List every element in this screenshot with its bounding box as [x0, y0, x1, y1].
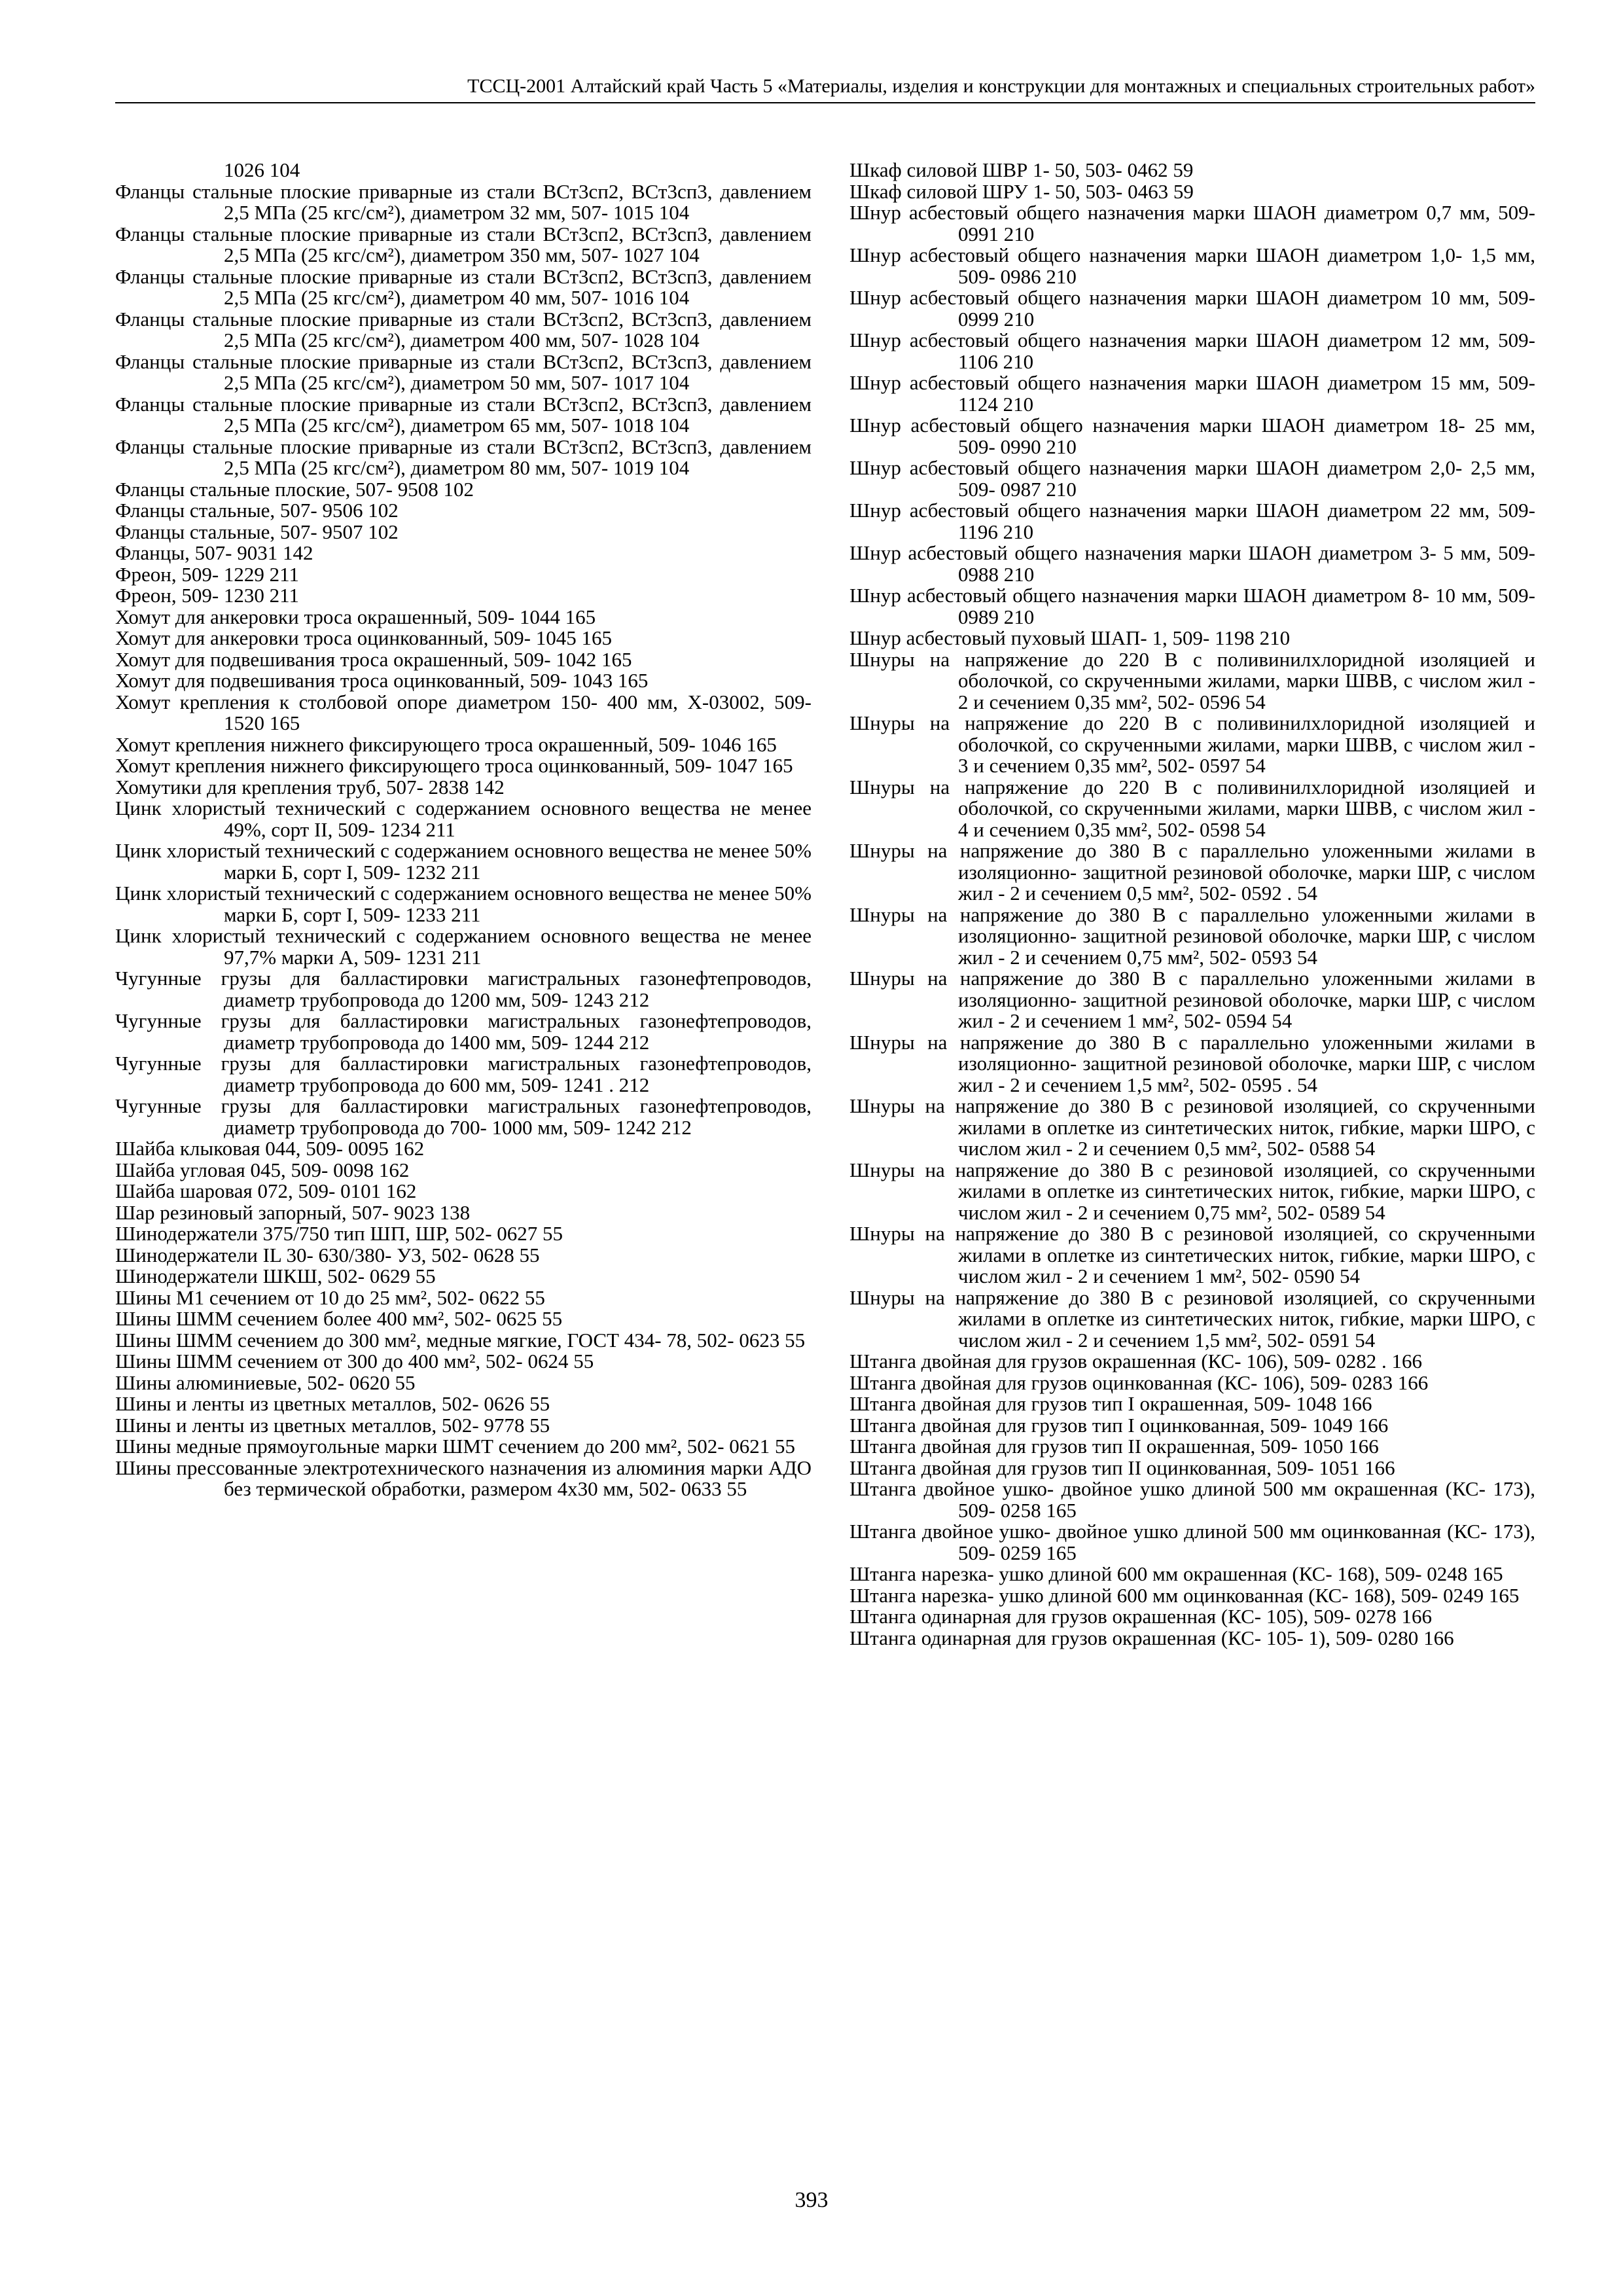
index-entry-text: Цинк хлористый технический с содержанием основного вещества не менее 50% марки Б, сорт I, 509- 1233	[115, 882, 812, 926]
index-entry-page: 59	[1173, 158, 1194, 181]
index-entry-page: 165	[269, 711, 300, 734]
index-entry-text: Шкаф силовой ШВР 1- 50, 503- 0462	[849, 158, 1168, 181]
index-entry-page: 212	[618, 1030, 650, 1054]
index-entry	[115, 1053, 812, 1096]
index-entry-text: Штанга двойная для грузов тип I оцинкованная, 509- 1049	[849, 1413, 1353, 1437]
index-entry-page: 102	[368, 520, 399, 543]
index-entry-text: Штанга одинарная для грузов окрашенная (КС- 105), 509- 0278	[849, 1605, 1397, 1628]
index-entry-page: 210	[1003, 307, 1035, 331]
index-entry-page: 54	[1245, 690, 1266, 713]
index-entry-page: 138	[439, 1200, 471, 1224]
index-entry	[115, 968, 812, 1011]
index-entry-page: 102	[443, 477, 474, 501]
index-entry-page: 55	[529, 1413, 550, 1437]
index-entry-text: Шины алюминиевые, 502- 0620	[115, 1371, 390, 1394]
index-entry-page: 104	[658, 286, 690, 309]
index-entry-text: Шнуры на напряжение до 380 В с резиновой изоляцией, со скрученными жилами в оплетке из синтетических ниток, гибкие, марки ШРО, с числом жил - 2 и сечением 1 мм², 502- 0590	[849, 1222, 1535, 1287]
index-entry	[115, 1330, 812, 1352]
index-entry	[115, 543, 812, 564]
index-entry-page: 165	[746, 732, 777, 756]
index-entry-text: Штанга двойная для грузов тип I окрашенная, 509- 1048	[849, 1392, 1337, 1415]
index-entry-page: 165	[1046, 1541, 1077, 1564]
index-entry	[115, 160, 812, 181]
index-entry-page: 211	[269, 584, 300, 607]
index-entry-text: Штанга нарезка- ушко длиной 600 мм оцинкованная (КС- 168), 509- 0249	[849, 1583, 1484, 1607]
index-entry	[849, 905, 1535, 969]
index-entry-text: Шайба угловая 045, 509- 0098	[115, 1158, 374, 1181]
index-entry-page: 54	[1297, 1073, 1318, 1096]
index-entry-page: 165	[762, 754, 793, 777]
index-entry	[849, 968, 1535, 1032]
index-entry-page: 166	[1423, 1626, 1454, 1649]
index-entry-page: 104	[669, 243, 700, 266]
index-entry-page: 162	[393, 1137, 425, 1160]
index-entry-page: 166	[1401, 1605, 1432, 1628]
index-entry-page: 210	[1046, 435, 1077, 458]
index-entry	[115, 224, 812, 266]
index-entry-text: Шнуры на напряжение до 380 В с параллельно уложенными жилами в изоляционно- защитной резиновой оболочке, марки ШР, с числом жил - 2 и сечением 0,5 мм², 502- 0592 .	[849, 839, 1535, 905]
index-entry-page: 165	[1472, 1562, 1503, 1585]
index-entry-text: Хомут крепления к столбовой опоре диаметром 150- 400 мм, Х-03002, 509- 1520	[115, 690, 812, 734]
index-entry	[115, 734, 812, 756]
index-entry-text: Шнур асбестовый общего назначения марки ШАОН диаметром 3- 5 мм, 509- 0988	[849, 541, 1535, 586]
index-entry-page: 210	[1003, 605, 1035, 628]
index-entry	[115, 522, 812, 543]
index-entry	[115, 1138, 812, 1160]
index-entry-page: 142	[283, 541, 313, 564]
index-entry-text: Хомут для подвешивания троса окрашенный, 509- 1042	[115, 647, 597, 671]
index-entry-page: 54	[1272, 1009, 1293, 1032]
index-column-left	[115, 160, 812, 1500]
index-entry-page: 54	[1245, 754, 1266, 777]
index-entry	[115, 500, 812, 522]
index-entry-text: Фланцы стальные плоские приварные из стали ВСт3сп2, ВСт3сп3, давлением 2,5 МПа (25 кгс/см²), диаметром 65 мм, 507- 1018	[115, 392, 812, 437]
index-entry-page: 55	[543, 1222, 563, 1245]
index-entry	[849, 1372, 1535, 1394]
index-entry-text: Штанга одинарная для грузов окрашенная (КС- 105- 1), 509- 0280	[849, 1626, 1419, 1649]
index-entry-text: Штанга нарезка- ушко длиной 600 мм окрашенная (КС- 168), 509- 0248	[849, 1562, 1468, 1585]
index-entry	[849, 585, 1535, 628]
index-entry-text: Шнур асбестовый общего назначения марки ШАОН диаметром 8- 10 мм, 509- 0989	[849, 584, 1535, 628]
index-entry-text: Хомут для анкеровки троса окрашенный, 509- 1044	[115, 605, 560, 628]
index-entry	[849, 202, 1535, 245]
index-entry-page: 165	[1046, 1498, 1077, 1522]
index-entry	[849, 713, 1535, 777]
index-entry-text: Шины прессованные электротехнического назначения из алюминия марки АДО без термической обработки, размером 4х30 мм, 502- 0633	[115, 1456, 812, 1500]
index-entry	[115, 1223, 812, 1245]
index-entry-text: Шинодержатели ШКШ, 502- 0629	[115, 1265, 410, 1287]
index-entry-text: Штанга двойная для грузов окрашенная (КС- 106), 509- 0282 .	[849, 1350, 1387, 1372]
index-entry-text: Шнур асбестовый общего назначения марки ШАОН диаметром 22 мм, 509- 1196	[849, 499, 1535, 543]
index-entry-page: 212	[618, 1073, 650, 1096]
index-entry-text: Шины ШММ сечением более 400 мм², 502- 0625	[115, 1307, 537, 1330]
index-entry-page: 55	[524, 1285, 545, 1309]
index-entry-page: 104	[658, 201, 690, 224]
index-entry-page: 55	[726, 1477, 747, 1500]
index-entry-page: 166	[1364, 1456, 1395, 1479]
index-entry-page: 212	[618, 988, 650, 1011]
index-entry-text: Шар резиновый запорный, 507- 9023	[115, 1200, 435, 1224]
index-entry	[115, 925, 812, 968]
index-entry	[115, 1351, 812, 1372]
index-entry-page: 211	[451, 903, 481, 926]
index-entry-text: Шнур асбестовый общего назначения марки ШАОН диаметром 15 мм, 509- 1124	[849, 371, 1535, 416]
index-entry	[849, 1606, 1535, 1628]
index-entry-text: Шнуры на напряжение до 380 В с резиновой изоляцией, со скрученными жилами в оплетке из синтетических ниток, гибкие, марки ШРО, с числом жил - 2 и сечением 0,5 мм², 502- 0588	[849, 1094, 1535, 1160]
index-entry	[115, 1436, 812, 1458]
index-entry-page: 55	[775, 1435, 796, 1458]
index-entry-page: 55	[542, 1307, 563, 1330]
index-entry-text: Шнур асбестовый общего назначения марки ШАОН диаметром 2,0- 2,5 мм, 509- 0987	[849, 456, 1535, 501]
index-entry	[849, 181, 1535, 203]
index-entry	[849, 1160, 1535, 1224]
index-entry-text: Чугунные грузы для балластировки магистральных газонефтепроводов, диаметр трубопровода до 700- 1000 мм, 509- 1242	[115, 1094, 812, 1139]
index-entry-text: Шнур асбестовый пуховый ШАП- 1, 509- 1198	[849, 626, 1255, 649]
index-entry	[849, 628, 1535, 649]
index-entry	[115, 1372, 812, 1394]
index-entry-page: 211	[425, 817, 455, 841]
index-entry	[115, 564, 812, 586]
index-entry-text: Фланцы стальные плоские приварные из стали ВСт3сп2, ВСт3сп3, давлением 2,5 МПа (25 кгс/см²), диаметром 400 мм, 507- 1028	[115, 307, 812, 351]
index-entry-text: Шинодержатели 375/750 тип ШП, ШР, 502- 0627	[115, 1222, 538, 1245]
index-entry-text: Шины и ленты из цветных металлов, 502- 9778	[115, 1413, 525, 1437]
index-entry-page: 55	[395, 1371, 416, 1394]
index-entry	[115, 1266, 812, 1287]
index-entry-page: 162	[385, 1179, 417, 1202]
index-entry-text: Шнур асбестовый общего назначения марки ШАОН диаметром 0,7 мм, 509- 0991	[849, 201, 1535, 245]
index-entry-page: 210	[1003, 392, 1034, 416]
index-entry	[849, 287, 1535, 330]
index-entry-page: 165	[1488, 1583, 1520, 1607]
index-entry-text: Шинодержатели IL 30- 630/380- У3, 502- 0628	[115, 1243, 514, 1266]
index-entry-page: 211	[452, 945, 482, 969]
index-entry	[849, 1436, 1535, 1458]
index-entry-text: Шайба клыковая 044, 509- 0095	[115, 1137, 389, 1160]
index-entry	[115, 1415, 812, 1437]
index-entry-text: 1026	[224, 158, 264, 181]
index-entry	[849, 1032, 1535, 1096]
index-entry	[849, 1479, 1535, 1521]
page-number: 393	[794, 2188, 829, 2212]
index-entry	[115, 351, 812, 394]
index-entry-text: Штанга двойная для грузов тип II оцинкованная, 509- 1051	[849, 1456, 1360, 1479]
index-entry	[115, 1458, 812, 1500]
index-entry-text: Фланцы стальные плоские приварные из стали ВСт3сп2, ВСт3сп3, давлением 2,5 МПа (25 кгс/см²), диаметром 80 мм, 507- 1019	[115, 435, 812, 479]
index-entry	[115, 798, 812, 840]
index-entry-page: 54	[1355, 1328, 1376, 1352]
index-entry-text: Фланцы стальные плоские приварные из стали ВСт3сп2, ВСт3сп3, давлением 2,5 МПа (25 кгс/см²), диаметром 50 мм, 507- 1017	[115, 350, 812, 394]
index-entry-page: 165	[581, 626, 612, 649]
index-entry	[849, 1096, 1535, 1160]
index-entry-page: 54	[1355, 1137, 1376, 1160]
index-entry-page: 55	[415, 1265, 436, 1287]
index-entry	[115, 670, 812, 692]
index-entry-page: 55	[529, 1392, 550, 1415]
index-entry	[849, 1458, 1535, 1479]
index-entry-text: Шнуры на напряжение до 380 В с резиновой изоляцией, со скрученными жилами в оплетке из синтетических ниток, гибкие, марки ШРО, с числом жил - 2 и сечением 1,5 мм², 502- 0591	[849, 1285, 1535, 1352]
index-entry-page: 165	[565, 605, 596, 628]
index-entry-text: Штанга двойная для грузов тип II окрашенная, 509- 1050	[849, 1435, 1344, 1458]
index-entry-text: Штанга двойное ушко- двойное ушко длиной 500 мм оцинкованная (КС- 173), 509- 0259	[849, 1520, 1535, 1564]
index-entry	[115, 840, 812, 883]
index-entry	[115, 1308, 812, 1330]
index-entry	[115, 777, 812, 798]
index-entry	[849, 1415, 1535, 1437]
index-entry	[849, 160, 1535, 181]
index-entry-text: Хомут крепления нижнего фиксирующего троса оцинкованный, 509- 1047	[115, 754, 758, 777]
index-entry	[115, 649, 812, 671]
index-entry-text: Шнур асбестовый общего назначения марки ШАОН диаметром 12 мм, 509- 1106	[849, 329, 1535, 373]
index-entry-page: 104	[658, 456, 690, 479]
index-entry-text: Шнуры на напряжение до 220 В с поливинилхлоридной изоляцией и оболочкой, со скрученными жилами, марки ШВВ, с числом жил - 2 и сечением 0,35 мм², 502- 0596	[849, 647, 1535, 713]
index-entry-text: Цинк хлористый технический с содержанием основного вещества не менее 97,7% марки А, 509- 1231	[115, 924, 812, 969]
index-entry	[115, 1011, 812, 1053]
index-entry-page: 210	[1003, 222, 1035, 245]
index-entry	[849, 415, 1535, 457]
index-entry-text: Фланцы стальные, 507- 9507	[115, 520, 363, 543]
index-entry	[115, 628, 812, 649]
index-entry-text: Шины медные прямоугольные марки ШМТ сечением до 200 мм², 502- 0621	[115, 1435, 770, 1458]
index-entry	[849, 777, 1535, 841]
index-entry-text: Шины и ленты из цветных металлов, 502- 0626	[115, 1392, 525, 1415]
index-entry-page: 55	[573, 1350, 594, 1372]
index-entry-text: Хомут для подвешивания троса оцинкованный, 509- 1043	[115, 669, 613, 692]
index-entry-page: 54	[1339, 1265, 1360, 1287]
index-entry-text: Шнуры на напряжение до 220 В с поливинилхлоридной изоляцией и оболочкой, со скрученными жилами, марки ШВВ, с числом жил - 3 и сечением 0,35 мм², 502- 0597	[849, 711, 1535, 777]
index-entry	[115, 266, 812, 309]
index-entry	[849, 245, 1535, 287]
index-entry	[115, 585, 812, 607]
index-entry	[115, 607, 812, 628]
index-entry-page: 210	[1046, 264, 1077, 288]
index-entry-text: Цинк хлористый технический с содержанием основного вещества не менее 49%, сорт II, 509- 1234	[115, 797, 812, 841]
index-entry-text: Фреон, 509- 1229	[115, 562, 264, 586]
index-entry	[115, 181, 812, 224]
index-entry-page: 210	[1046, 477, 1077, 501]
index-entry-text: Шнуры на напряжение до 380 В с параллельно уложенными жилами в изоляционно- защитной резиновой оболочке, марки ШР, с числом жил - 2 и сечением 1 мм², 502- 0594	[849, 967, 1535, 1032]
index-entry-page: 166	[1397, 1371, 1429, 1394]
index-entry-text: Чугунные грузы для балластировки магистральных газонефтепроводов, диаметр трубопровода до 600 мм, 509- 1241 .	[115, 1052, 812, 1096]
index-entry	[849, 1223, 1535, 1287]
index-entry-text: Хомутики для крепления труб, 507- 2838	[115, 775, 469, 798]
index-entry-page: 211	[269, 562, 300, 586]
index-entry-page: 165	[617, 669, 649, 692]
index-entry-page: 55	[785, 1328, 806, 1352]
index-entry-text: Шнуры на напряжение до 380 В с параллельно уложенными жилами в изоляционно- защитной резиновой оболочке, марки ШР, с числом жил - 2 и сечением 0,75 мм², 502- 0593	[849, 903, 1535, 969]
index-entry	[115, 394, 812, 437]
index-entry	[849, 1521, 1535, 1564]
index-entry-text: Штанга двойная для грузов оцинкованная (КС- 106), 509- 0283	[849, 1371, 1393, 1394]
index-entry	[849, 1585, 1535, 1607]
index-entry-text: Фреон, 509- 1230	[115, 584, 264, 607]
index-entry-text: Шнуры на напряжение до 380 В с резиновой изоляцией, со скрученными жилами в оплетке из синтетических ниток, гибкие, марки ШРО, с числом жил - 2 и сечением 0,75 мм², 502- 0589	[849, 1158, 1535, 1224]
index-entry	[115, 1202, 812, 1224]
index-entry-text: Шнуры на напряжение до 220 В с поливинилхлоридной изоляцией и оболочкой, со скрученными жилами, марки ШВВ, с числом жил - 4 и сечением 0,35 мм², 502- 0598	[849, 775, 1535, 841]
index-entry	[115, 437, 812, 479]
index-entry-text: Фланцы, 507- 9031	[115, 541, 278, 564]
index-entry-page: 54	[1297, 945, 1318, 969]
index-entry	[849, 649, 1535, 713]
index-entry	[849, 1393, 1535, 1415]
index-entry-text: Хомут для анкеровки троса оцинкованный, 509- 1045	[115, 626, 577, 649]
index-entry-text: Фланцы стальные плоские, 507- 9508	[115, 477, 438, 501]
index-entry-text: Фланцы стальные плоские приварные из стали ВСт3сп2, ВСт3сп3, давлением 2,5 МПа (25 кгс/см²), диаметром 40 мм, 507- 1016	[115, 264, 812, 309]
index-entry-text: Хомут крепления нижнего фиксирующего троса окрашенный, 509- 1046	[115, 732, 741, 756]
index-entry-text: Чугунные грузы для балластировки магистральных газонефтепроводов, диаметр трубопровода до 1200 мм, 509- 1243	[115, 967, 812, 1011]
index-entry	[849, 840, 1535, 905]
index-entry-page: 166	[1391, 1350, 1422, 1372]
index-entry	[115, 692, 812, 734]
index-entry-text: Фланцы стальные, 507- 9506	[115, 499, 363, 522]
index-entry-text: Шины ШММ сечением от 300 до 400 мм², 502- 0624	[115, 1350, 569, 1372]
index-entry	[849, 1628, 1535, 1649]
index-entry-page: 104	[669, 329, 700, 351]
index-entry-text: Шнур асбестовый общего назначения марки ШАОН диаметром 18- 25 мм, 509- 0990	[849, 414, 1535, 458]
index-entry-page: 212	[661, 1115, 692, 1139]
index-entry-page: 210	[1259, 626, 1291, 649]
index-entry-page: 142	[474, 775, 505, 798]
page-header: ТССЦ-2001 Алтайский край Часть 5 «Материалы, изделия и конструкции для монтажных и специальных строительных работ»	[115, 73, 1535, 103]
index-entry	[115, 1287, 812, 1309]
index-entry-page: 104	[658, 414, 690, 437]
index-entry	[115, 755, 812, 777]
index-entry	[849, 330, 1535, 372]
index-entry-page: 210	[1003, 350, 1034, 373]
index-entry	[849, 500, 1535, 543]
index-entry-page: 102	[368, 499, 399, 522]
index-entry	[849, 1564, 1535, 1585]
index-entry-page: 210	[1003, 520, 1034, 543]
index-entry-page: 104	[658, 371, 690, 394]
index-entry-page: 166	[1357, 1413, 1389, 1437]
index-entry-text: Чугунные грузы для балластировки магистральных газонефтепроводов, диаметр трубопровода до 1400 мм, 509- 1244	[115, 1009, 812, 1054]
index-entry	[115, 1245, 812, 1266]
index-entry-page: 210	[1003, 562, 1035, 586]
index-entry	[115, 479, 812, 501]
index-entry-page: 54	[1297, 882, 1318, 905]
index-entry-page: 54	[1245, 817, 1266, 841]
index-entry-page: 59	[1173, 179, 1194, 203]
index-entry-text: Шнур асбестовый общего назначения марки ШАОН диаметром 10 мм, 509- 0999	[849, 286, 1535, 331]
index-entry-text: Шайба шаровая 072, 509- 0101	[115, 1179, 382, 1202]
index-column-right	[849, 160, 1535, 1649]
index-entry-page: 211	[451, 860, 481, 884]
index-entry-page: 104	[269, 158, 300, 181]
index-entry-page: 54	[1364, 1200, 1385, 1224]
index-entry	[115, 1160, 812, 1181]
index-entry-page: 166	[1341, 1392, 1372, 1415]
index-entry-page: 162	[378, 1158, 410, 1181]
index-entry-page: 165	[601, 647, 632, 671]
index-entry	[115, 883, 812, 925]
index-entry	[115, 1393, 812, 1415]
index-entry-text: Цинк хлористый технический с содержанием основного вещества не менее 50% марки Б, сорт I, 509- 1232	[115, 839, 812, 884]
index-entry	[115, 1181, 812, 1202]
index-entry-page: 166	[1348, 1435, 1379, 1458]
index-entry-text: Шины М1 сечением от 10 до 25 мм², 502- 0622	[115, 1285, 520, 1309]
index-entry	[849, 372, 1535, 415]
index-entry	[849, 1287, 1535, 1352]
index-entry-text: Шнуры на напряжение до 380 В с параллельно уложенными жилами в изоляционно- защитной резиновой оболочке, марки ШР, с числом жил - 2 и сечением 1,5 мм², 502- 0595 .	[849, 1030, 1535, 1096]
index-entry-text: Штанга двойное ушко- двойное ушко длиной 500 мм окрашенная (КС- 173), 509- 0258	[849, 1477, 1535, 1522]
index-entry-text: Фланцы стальные плоские приварные из стали ВСт3сп2, ВСт3сп3, давлением 2,5 МПа (25 кгс/см²), диаметром 350 мм, 507- 1027	[115, 222, 812, 266]
index-entry-text: Шнур асбестовый общего назначения марки ШАОН диаметром 1,0- 1,5 мм, 509- 0986	[849, 243, 1535, 288]
index-entry	[115, 1096, 812, 1138]
index-entry-page: 55	[519, 1243, 540, 1266]
index-entry	[849, 457, 1535, 500]
index-entry-text: Шины ШММ сечением до 300 мм², медные мягкие, ГОСТ 434- 78, 502- 0623	[115, 1328, 780, 1352]
index-entry-text: Фланцы стальные плоские приварные из стали ВСт3сп2, ВСт3сп3, давлением 2,5 МПа (25 кгс/см²), диаметром 32 мм, 507- 1015	[115, 179, 812, 224]
index-entry	[849, 1351, 1535, 1372]
index-entry	[849, 543, 1535, 585]
index-entry	[115, 309, 812, 351]
index-entry-text: Шкаф силовой ШРУ 1- 50, 503- 0463	[849, 179, 1169, 203]
